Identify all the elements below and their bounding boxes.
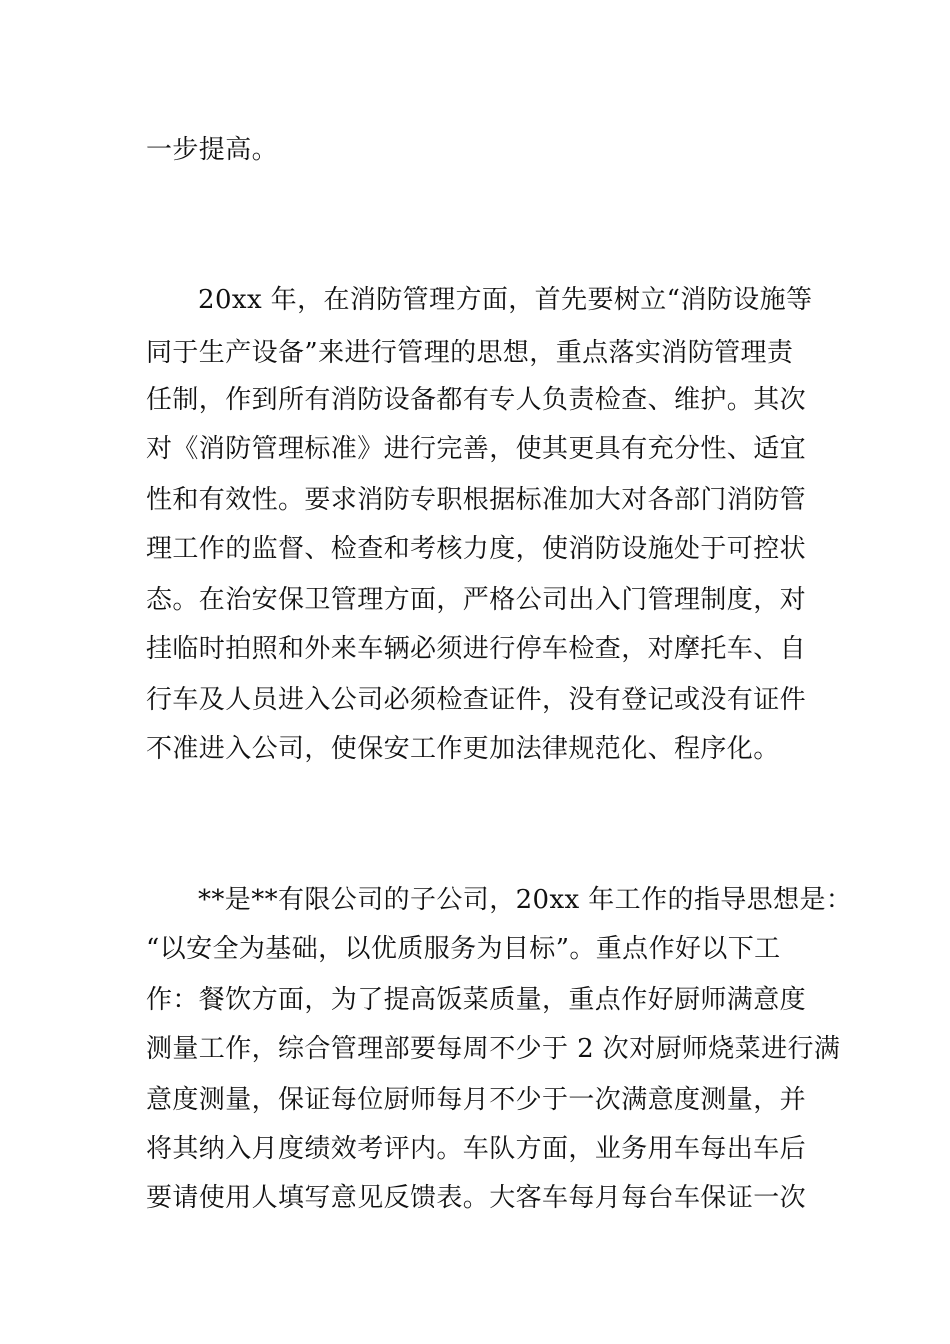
text-line: 将其纳入月度绩效考评内。车队方面，业务用车每出车后 (146, 1134, 807, 1164)
text-line: 要请使用人填写意见反馈表。大客车每月每台车保证一次 (146, 1183, 807, 1213)
text-line: 测量工作，综合管理部要每周不少于 2 次对厨师烧菜进行满 (146, 1034, 841, 1064)
text-line: 一步提高。 (146, 135, 279, 165)
text-line: 作：餐饮方面，为了提高饭菜质量，重点作好厨师满意度 (146, 985, 807, 1015)
text-line: 对《消防管理标准》进行完善，使其更具有充分性、适宜 (146, 434, 807, 464)
text-line: 行车及人员进入公司必须检查证件，没有登记或没有证件 (146, 685, 807, 715)
text-line: “以安全为基础，以优质服务为目标”。重点作好以下工 (146, 934, 781, 964)
text-line: 同于生产设备”来进行管理的思想，重点落实消防管理责 (146, 338, 794, 368)
text-line: 态。在治安保卫管理方面，严格公司出入门管理制度，对 (146, 585, 807, 615)
text-line: **是**有限公司的子公司，20xx 年工作的指导思想是： (198, 885, 853, 915)
text-line: 任制，作到所有消防设备都有专人负责检查、维护。其次 (146, 385, 807, 415)
text-line: 不准进入公司，使保安工作更加法律规范化、程序化。 (146, 734, 780, 764)
text-line: 意度测量，保证每位厨师每月不少于一次满意度测量，并 (146, 1085, 807, 1115)
text-line: 性和有效性。要求消防专职根据标准加大对各部门消防管 (146, 485, 807, 515)
text-line: 挂临时拍照和外来车辆必须进行停车检查，对摩托车、自 (146, 634, 807, 664)
text-line: 理工作的监督、检查和考核力度，使消防设施处于可控状 (146, 534, 807, 564)
text-line: 20xx 年，在消防管理方面，首先要树立“消防设施等 (198, 285, 813, 315)
